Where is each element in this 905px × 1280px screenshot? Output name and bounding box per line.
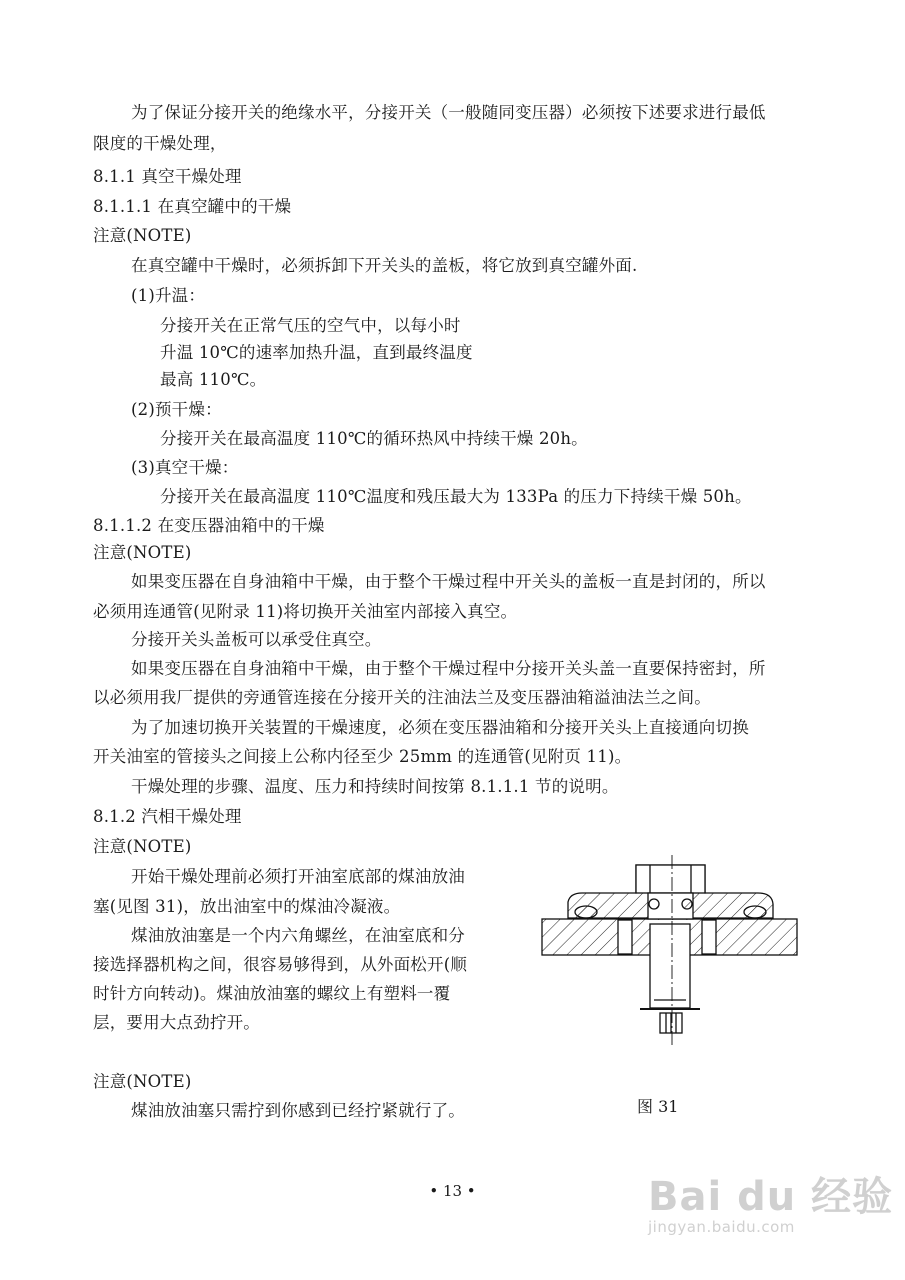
paragraph-line: 如果变压器在自身油箱中干燥，由于整个干燥过程中开关头的盖板一直是封闭的，所以 [131, 572, 766, 591]
paragraph-line: 为了加速切换开关装置的干燥速度，必须在变压器油箱和分接开关头上直接通向切换 [131, 718, 749, 737]
paragraph-line: 最高 110℃。 [160, 370, 267, 389]
paragraph-line: 干燥处理的步骤、温度、压力和持续时间按第 8.1.1.1 节的说明。 [131, 777, 619, 796]
paragraph-line: 塞(见图 31)，放出油室中的煤油冷凝液。 [93, 897, 401, 916]
paragraph-line: 分接开关在正常气压的空气中，以每小时 [160, 316, 461, 335]
section-heading: 8.1.1 真空干燥处理 [93, 167, 242, 186]
watermark-brand: Bai du 经验 [648, 1174, 894, 1220]
paragraph-line: 如果变压器在自身油箱中干燥，由于整个干燥过程中分接开关头盖一直要保持密封，所 [131, 659, 766, 678]
watermark-url: jingyan.baidu.com [648, 1218, 795, 1236]
paragraph-line: 煤油放油塞只需拧到你感到已经拧紧就行了。 [131, 1101, 465, 1120]
section-heading: 8.1.1.2 在变压器油箱中的干燥 [93, 516, 325, 535]
paragraph-line: 为了保证分接开关的绝缘水平，分接开关（一般随同变压器）必须按下述要求进行最低 [131, 103, 766, 122]
paragraph-line: 时针方向转动)。煤油放油塞的螺纹上有塑料一覆 [93, 984, 451, 1003]
paragraph-line: 必须用连通管(见附录 11)将切换开关油室内部接入真空。 [93, 602, 518, 621]
paragraph-line: 升温 10℃的速率加热升温，直到最终温度 [160, 343, 473, 362]
list-item: (2)预干燥： [131, 400, 222, 419]
section-heading: 8.1.1.1 在真空罐中的干燥 [93, 197, 292, 216]
paragraph-line: 分接开关在最高温度 110℃温度和残压最大为 133Pa 的压力下持续干燥 50h。 [160, 487, 752, 506]
note-label: 注意(NOTE) [93, 1072, 192, 1091]
figure-caption: 图 31 [637, 1097, 679, 1116]
paragraph-line: 煤油放油塞是一个内六角螺丝，在油室底和分 [131, 926, 465, 945]
note-label: 注意(NOTE) [93, 543, 192, 562]
section-heading: 8.1.2 汽相干燥处理 [93, 807, 242, 826]
paragraph-line: 分接开关在最高温度 110℃的循环热风中持续干燥 20h。 [160, 429, 588, 448]
paragraph-line: 开关油室的管接头之间接上公称内径至少 25mm 的连通管(见附页 11)。 [93, 747, 632, 766]
note-label: 注意(NOTE) [93, 837, 192, 856]
paragraph-line: 在真空罐中干燥时，必须拆卸下开关头的盖板，将它放到真空罐外面. [131, 256, 638, 275]
paragraph-line: 接选择器机构之间，很容易够得到，从外面松开(顺 [93, 955, 468, 974]
paragraph-line: 层，要用大点劲拧开。 [93, 1013, 260, 1032]
paragraph-line: 以必须用我厂提供的旁通管连接在分接开关的注油法兰及变压器油箱溢油法兰之间。 [93, 688, 711, 707]
drain-plug-drawing [530, 850, 810, 1050]
paragraph-line: 限度的干燥处理， [93, 134, 227, 153]
paragraph-line: 分接开关头盖板可以承受住真空。 [131, 630, 382, 649]
paragraph-line: 开始干燥处理前必须打开油室底部的煤油放油 [131, 867, 465, 886]
page-number: • 13 • [429, 1182, 476, 1200]
list-item: (1)升温： [131, 286, 206, 305]
note-label: 注意(NOTE) [93, 226, 192, 245]
baidu-watermark [648, 1165, 893, 1236]
list-item: (3)真空干燥： [131, 458, 239, 477]
